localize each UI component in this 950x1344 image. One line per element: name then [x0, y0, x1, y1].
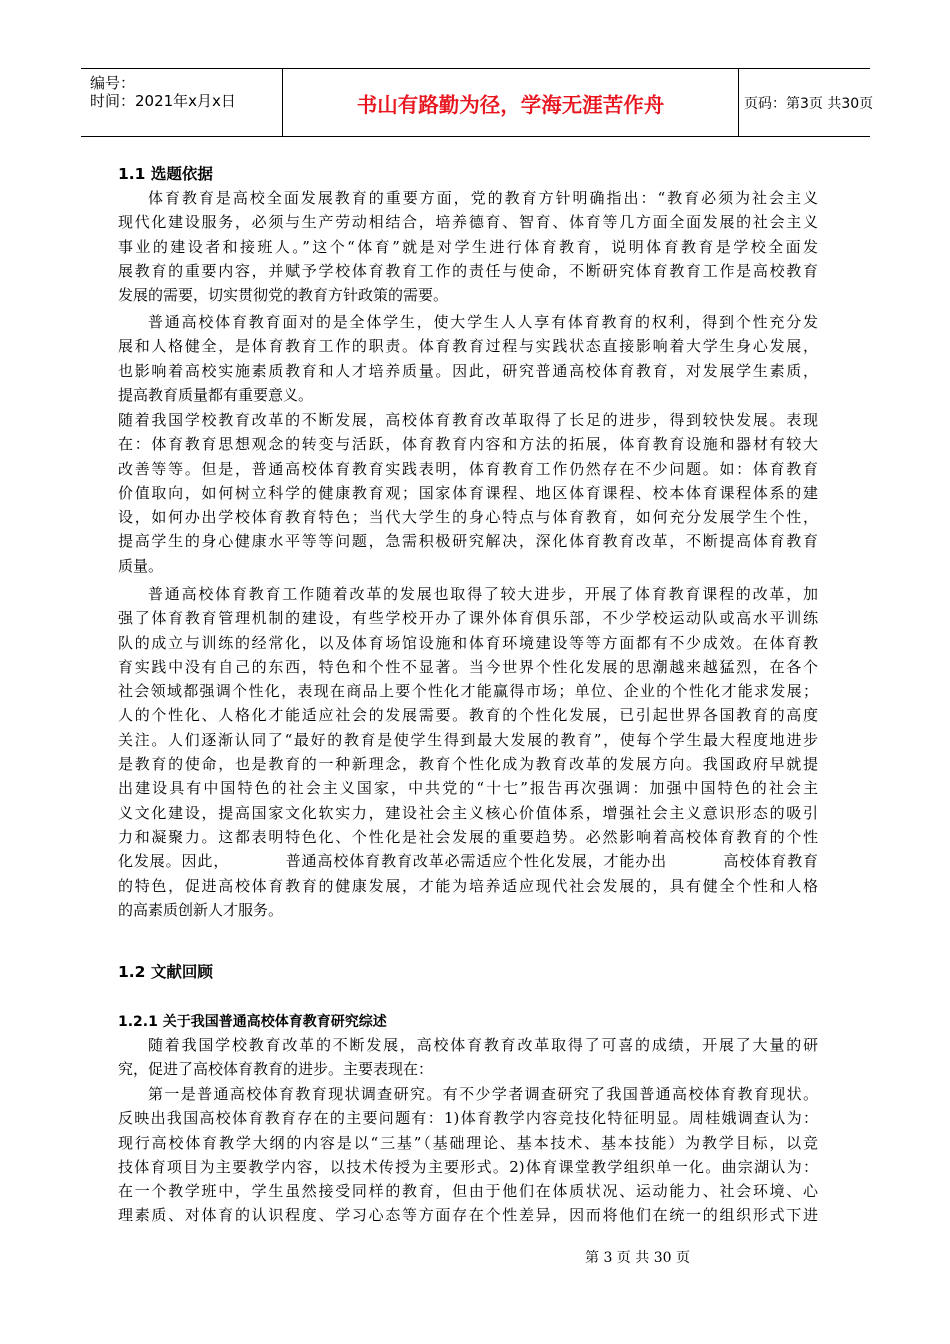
text-line: 事业的建设者和接班人。”这个“体育”就是对学生进行体育教育，说明体育教育是学校全面发 — [118, 237, 818, 256]
motto: 书山有路勤为径，学海无涯苦作舟 — [356, 92, 665, 117]
text-line: 力和凝聚力。这都表明特色化、个性化是社会发展的重要趋势。必然影响着高校体育教育的个性 — [118, 827, 818, 846]
text-line: 强了体育教育管理机制的建设，有些学校开办了课外体育俱乐部，不少学校运动队或高水平训练 — [118, 609, 818, 628]
date-label: 时间：2021年x月x日 — [90, 92, 236, 110]
text-line: 人的个性化、人格化才能适应社会的发展需要。教育的个性化发展，已引起世界各国教育的高度 — [118, 706, 818, 725]
text-line: 出建设具有中国特色的社会主义国家，中共党的“十七”报告再次强调：加强中国特色的社会主 — [118, 779, 818, 798]
text-line: 提高教育质量都有重要意义。 — [118, 385, 314, 404]
text-line: 体育教育是高校全面发展教育的重要方面，党的教育方针明确指出：“教育必须为社会主义 — [148, 189, 818, 207]
paragraph — [118, 1033, 818, 1082]
text-line: 展和人格健全，是体育教育工作的职责。体育教育过程与实践状态直接影响着大学生身心发展， — [118, 337, 818, 356]
page-footer: 第 3 页 共 30 页 — [585, 1250, 690, 1266]
text-line: 发展的需要，切实贯彻党的教育方针政策的需要。 — [118, 286, 449, 305]
text-line: 在：体育教育思想观念的转变与活跃，体育教育内容和方法的拓展，体育教育设施和器材有较大 — [118, 435, 818, 454]
text-line: 设，如何办出学校体育教育特色；当代大学生的身心特点与体育教育，如何充分发展学生个性， — [118, 508, 818, 527]
text-line: 是教育的使命，也是教育的一种新理念，教育个性化成为教育改革的发展方向。我国政府早就提 — [118, 755, 818, 774]
text-line: 队的成立与训练的经常化，以及体育场馆设施和体育环境建设等等方面都有不少成效。在体育教 — [118, 633, 818, 652]
paragraph — [118, 186, 818, 307]
text-line: 质量。 — [118, 556, 164, 575]
text-line: 展教育的重要内容，并赋予学校体育教育工作的责任与使命，不断研究体育教育工作是高校教育 — [118, 261, 818, 280]
text-line: 提高学生的身心健康水平等等问题，急需积极研究解决，深化体育教育改革，不断提高体育教育 — [118, 532, 818, 551]
text-line: 普通高校体育教育面对的是全体学生，使大学生人人享有体育教育的权利，得到个性充分发 — [148, 313, 818, 331]
text-line: 社会领域都强调个性化，表现在商品上要个性化才能赢得市场；单位、企业的个性化才能求发展； — [118, 682, 818, 701]
paragraph — [118, 408, 818, 578]
text-line: 现行高校体育教学大纲的内容是以“三基”（基础理论、基本技术、基本技能）为教学目标，以竞 — [118, 1133, 818, 1152]
page-header — [81, 68, 874, 137]
text-line: 随着我国学校教育改革的不断发展，高校体育教育改革取得了可喜的成绩，开展了大量的研 — [148, 1036, 818, 1054]
text-line: 价值取向，如何树立科学的健康教育观；国家体育课程、地区体育课程、校本体育课程体系的建 — [118, 483, 818, 502]
text-line: 的高素质创新人才服务。 — [118, 900, 284, 919]
text-line: 在一个教学班中，学生虽然接受同样的教育，但由于他们在体质状况、运动能力、社会环境、心 — [118, 1182, 818, 1201]
paragraph — [118, 310, 818, 407]
header-motto-cell — [282, 69, 739, 136]
header-page-cell — [738, 69, 874, 136]
text-line: 现代化建设服务，必须与生产劳动相结合，培养德育、智育、体育等几方面全面发展的社会主义 — [118, 213, 818, 232]
text-line: 关注。人们逐渐认同了“最好的教育是使学生得到最大发展的教育”，使每个学生最大程度地进步 — [118, 730, 818, 749]
text-line: 理素质、对体育的认识程度、学习心态等方面存在个性差异，因而将他们在统一的组织形式下进 — [118, 1206, 818, 1225]
text-line: 改善等等。但是，普通高校体育教育实践表明，体育教育工作仍然存在不少问题。如：体育教育 — [118, 459, 818, 478]
section-heading: 1.1 选题依据 — [118, 165, 213, 183]
paragraph — [118, 1082, 818, 1228]
text-line: 反映出我国高校体育教育存在的主要问题有：1)体育教学内容竞技化特征明显。周桂娥调查认为： — [118, 1109, 818, 1128]
text-line: 的特色，促进高校体育教育的健康发展，才能为培养适应现代社会发展的，具有健全个性和人格 — [118, 876, 818, 895]
paragraph — [118, 582, 818, 922]
text-line: 普通高校体育教育工作随着改革的发展也取得了较大进步，开展了体育教育课程的改革，加 — [148, 585, 818, 603]
text-line: 化发展。因此， 普通高校体育教育改革必需适应个性化发展，才能办出 高校体育教育 — [118, 852, 818, 871]
text-line: 随着我国学校教育改革的不断发展，高校体育教育改革取得了长足的进步，得到较快发展。表现 — [118, 411, 818, 429]
header-meta-cell — [81, 69, 282, 136]
subsection-heading: 1.2.1 关于我国普通高校体育教育研究综述 — [118, 1014, 387, 1030]
text-line: 究，促进了高校体育教育的进步。主要表现在： — [118, 1060, 434, 1079]
text-line: 技体育项目为主要教学内容，以技术传授为主要形式。2)体育课堂教学组织单一化。曲宗湖认为： — [118, 1157, 818, 1176]
section-heading: 1.2 文献回顾 — [118, 963, 213, 981]
text-line: 第一是普通高校体育教育现状调查研究。有不少学者调查研究了我国普通高校体育教育现状。 — [148, 1085, 818, 1103]
serial-label: 编号： — [90, 74, 136, 92]
text-line: 也影响着高校实施素质教育和人才培养质量。因此，研究普通高校体育教育，对发展学生素质， — [118, 361, 818, 380]
text-line: 义文化建设，提高国家文化软实力，建设社会主义核心价值体系，增强社会主义意识形态的吸引 — [118, 803, 818, 822]
text-line: 育实践中没有自己的东西，特色和个性不显著。当今世界个性化发展的思潮越来越猛烈，在各个 — [118, 657, 818, 676]
page-number-label: 页码：第3页 共30页 — [744, 95, 874, 112]
